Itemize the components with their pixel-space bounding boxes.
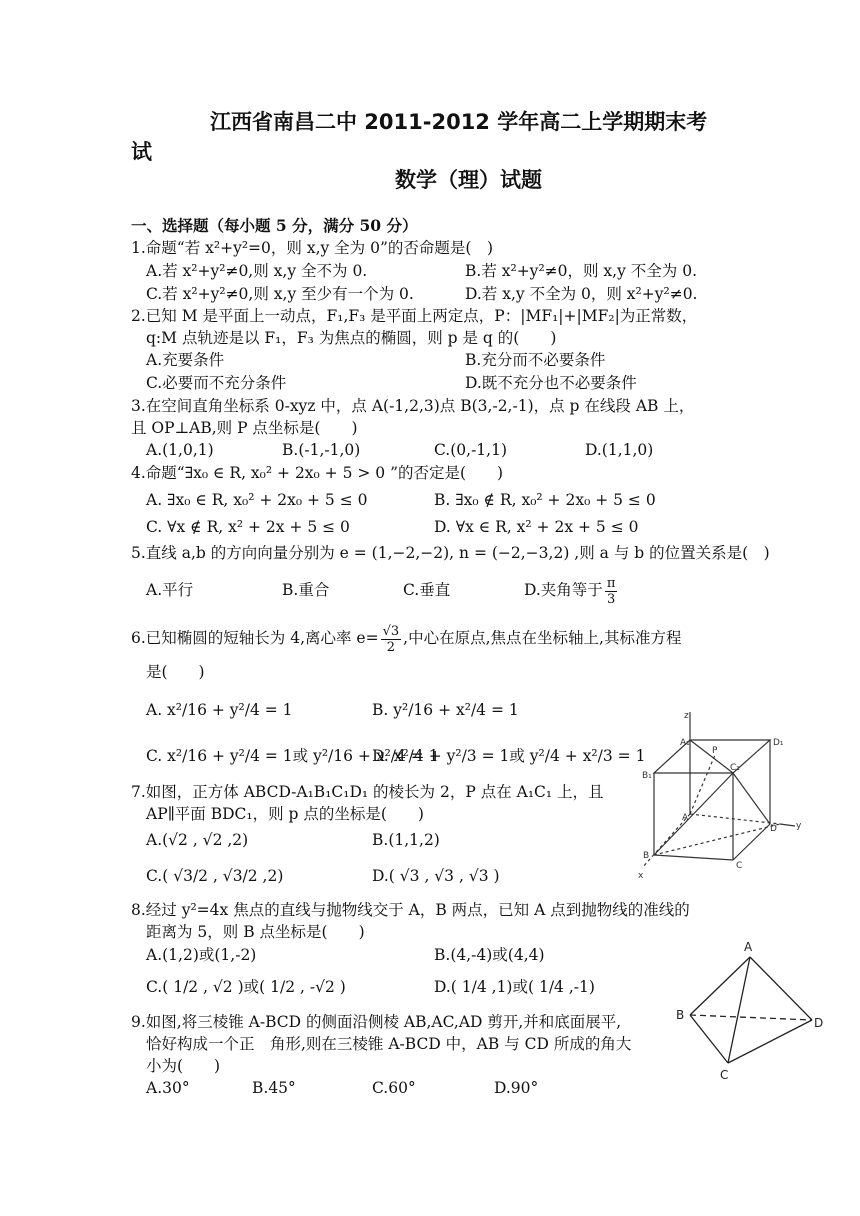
- q8-option-c: C.( 1/2 , √2 )或( 1/2 , -√2 ): [146, 978, 346, 996]
- q4-option-d: D. ∀x ∈ R, x² + 2x + 5 ≤ 0: [434, 518, 639, 536]
- cube-label-b: B: [643, 851, 650, 861]
- cube-label-z: z: [684, 711, 689, 721]
- q4-option-b: B. ∃x₀ ∉ R, x₀² + 2x₀ + 5 ≤ 0: [434, 491, 656, 509]
- cube-label-c1: C₁: [730, 763, 740, 773]
- q3-option-a: A.(1,0,1): [146, 441, 214, 459]
- q5-option-d-label: D.夹角等于: [524, 581, 603, 599]
- title-line2: 数学（理）试题: [395, 168, 542, 192]
- q5-option-c: C.垂直: [403, 581, 451, 599]
- q9-stem-1: 9.如图,将三棱锥 A-BCD 的侧面沿侧棱 AB,AC,AD 剪开,并和底面展平,: [131, 1013, 622, 1031]
- q2-stem-1: 2.已知 M 是平面上一动点，F₁,F₃ 是平面上两定点，P：|MF₁|+|MF₂|为正常数，: [131, 307, 698, 325]
- q2-option-b: B.充分而不必要条件: [465, 351, 606, 369]
- cube-label-y: y: [796, 821, 802, 831]
- q1-option-c: C.若 x²+y²≠0,则 x,y 至少有一个为 0.: [146, 285, 414, 303]
- q9-stem-2: 恰好构成一个正 角形,则在三棱锥 A-BCD 中，AB 与 CD 所成的角大: [146, 1035, 632, 1053]
- q5-option-d-num: π: [606, 575, 616, 591]
- q3-option-c: C.(0,-1,1): [434, 441, 508, 459]
- q6-option-b: B. y²/16 + x²/4 = 1: [372, 701, 519, 719]
- q8-stem-1: 8.经过 y²=4x 焦点的直线与抛物线交于 A，B 两点，已知 A 点到抛物线的准线的: [131, 901, 690, 919]
- q2-option-c: C.必要而不充分条件: [146, 374, 287, 392]
- q6-stem-pre: 6.已知椭圆的短轴长为 4,离心率 e=: [131, 629, 379, 647]
- q9-option-b: B.45°: [252, 1079, 296, 1097]
- cube-label-d1: D₁: [773, 738, 784, 748]
- q8-option-b: B.(4,-4)或(4,4): [434, 946, 545, 964]
- q7-option-c: C.( √3/2 , √3/2 ,2): [146, 867, 284, 885]
- q1-option-d: D.若 x,y 不全为 0，则 x²+y²≠0.: [465, 285, 698, 303]
- cube-label-a: A: [682, 813, 689, 823]
- q1-option-a: A.若 x²+y²≠0,则 x,y 全不为 0.: [146, 262, 368, 280]
- pyramid-label-c: C: [720, 1068, 729, 1082]
- q6-eccentricity-fraction: [381, 624, 402, 655]
- q6-option-c: C. x²/16 + y²/4 = 1或 y²/16 + x²/4 = 1: [146, 747, 439, 765]
- q6-option-d: D. x²/4 + y²/3 = 1或 y²/4 + x²/3 = 1: [372, 747, 646, 765]
- cube-label-d: D: [770, 824, 777, 834]
- q4-option-c: C. ∀x ∉ R, x² + 2x + 5 ≤ 0: [146, 518, 350, 536]
- q6-stem-post: ,中心在原点,焦点在坐标轴上,其标准方程: [403, 629, 682, 647]
- q4-option-a: A. ∃x₀ ∈ R, x₀² + 2x₀ + 5 ≤ 0: [146, 491, 368, 509]
- q9-option-a: A.30°: [146, 1079, 190, 1097]
- q7-option-d: D.( √3 , √3 , √3 ): [372, 867, 500, 885]
- q6-stem-2: 是( ): [146, 663, 205, 681]
- q9-option-c: C.60°: [372, 1079, 416, 1097]
- q5-stem: 5.直线 a,b 的方向向量分别为 e = (1,−2,−2), n = (−2,−3,2) ,则 a 与 b 的位置关系是( ): [131, 544, 770, 562]
- q9-stem-3: 小为( ): [146, 1057, 221, 1075]
- cube-label-a1: A₁: [680, 738, 690, 748]
- pyramid-figure: [672, 935, 832, 1085]
- cube-label-x: x: [638, 871, 644, 881]
- q8-option-d: D.( 1/4 ,1)或( 1/4 ,-1): [434, 978, 595, 996]
- q3-stem-2: 且 OP⊥AB,则 P 点坐标是( ): [131, 419, 358, 437]
- q5-option-b: B.重合: [282, 581, 330, 599]
- q5-option-d-den: 3: [606, 591, 616, 607]
- q2-option-a: A.充要条件: [146, 351, 225, 369]
- q1-option-b: B.若 x²+y²≠0，则 x,y 不全为 0.: [465, 262, 698, 280]
- cube-label-p: P: [712, 746, 718, 756]
- q5-option-d: [524, 570, 619, 610]
- q7-stem-1: 7.如图，正方体 ABCD-A₁B₁C₁D₁ 的棱长为 2，P 点在 A₁C₁ 上，且: [131, 783, 604, 801]
- q6-option-a: A. x²/16 + y²/4 = 1: [146, 701, 293, 719]
- title-line1-wrap: 试: [131, 140, 152, 164]
- q3-option-d: D.(1,1,0): [585, 441, 654, 459]
- q8-stem-2: 距离为 5，则 B 点坐标是( ): [146, 923, 365, 941]
- q5-option-a: A.平行: [146, 581, 194, 599]
- q6-stem: [131, 618, 681, 658]
- q1-stem: 1.命题“若 x²+y²=0，则 x,y 全为 0”的否命题是( ): [131, 239, 493, 257]
- q2-option-d: D.既不充分也不必要条件: [465, 374, 637, 392]
- q5-option-d-fraction: [605, 576, 618, 607]
- q2-stem-2: q:M 点轨迹是以 F₁，F₃ 为焦点的椭圆，则 p 是 q 的( ): [146, 329, 557, 347]
- q7-stem-2: AP∥平面 BDC₁，则 p 点的坐标是( ): [146, 805, 424, 823]
- q3-stem-1: 3.在空间直角坐标系 0-xyz 中，点 A(-1,2,3)点 B(3,-2,-1)，点 p 在线段 AB 上，: [131, 397, 695, 415]
- q6-e-den: 2: [386, 639, 396, 655]
- title-line1: 江西省南昌二中 2011-2012 学年高二上学期期末考: [210, 110, 708, 134]
- pyramid-label-b: B: [676, 1008, 685, 1022]
- cube-label-b1: B₁: [642, 771, 652, 781]
- pyramid-label-a: A: [744, 940, 753, 954]
- q6-e-num: √3: [382, 623, 400, 639]
- q3-option-b: B.(-1,-1,0): [282, 441, 361, 459]
- pyramid-label-d: D: [814, 1016, 824, 1030]
- section-heading: 一、选择题（每小题 5 分，满分 50 分）: [131, 216, 418, 235]
- cube-figure: [630, 700, 810, 885]
- q8-option-a: A.(1,2)或(1,-2): [146, 946, 257, 964]
- q7-option-b: B.(1,1,2): [372, 831, 440, 849]
- q7-option-a: A.(√2 , √2 ,2): [146, 831, 249, 849]
- q9-option-d: D.90°: [494, 1079, 539, 1097]
- q4-stem: 4.命题“∃x₀ ∈ R, x₀² + 2x₀ + 5 > 0 ”的否定是( ): [131, 464, 504, 482]
- cube-label-c: C: [736, 861, 743, 871]
